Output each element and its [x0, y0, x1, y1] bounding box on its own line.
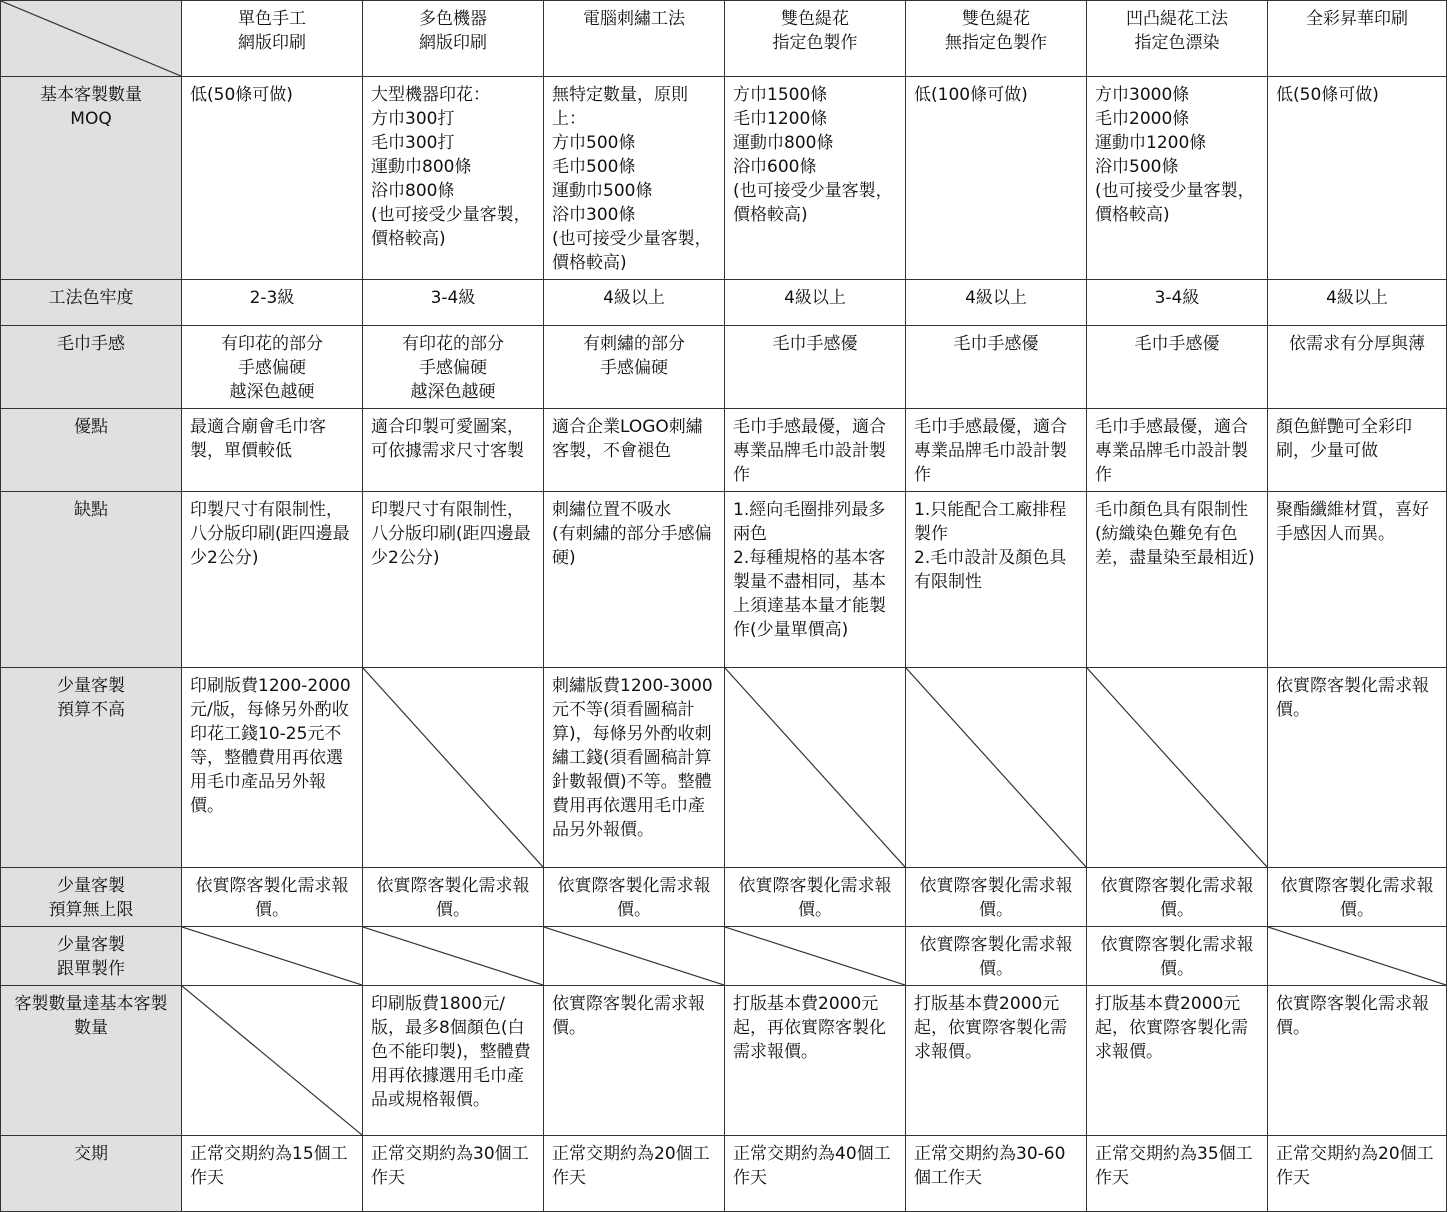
table-cell: 打版基本費2000元起，依實際客製化需求報價。	[1087, 986, 1268, 1136]
diagonal-slash	[1, 1, 181, 76]
diagonal-slash	[182, 986, 362, 1135]
diagonal-slash	[906, 668, 1086, 867]
table-row	[1, 492, 1447, 668]
table-cell: 正常交期約為15個工作天	[182, 1136, 363, 1212]
table-cell: 最適合廟會毛巾客製，單價較低	[182, 409, 363, 492]
diagonal-slash	[544, 927, 724, 985]
table-cell: 正常交期約為20個工作天	[1268, 1136, 1447, 1212]
table-cell: 適合印製可愛圖案，可依據需求尺寸客製	[363, 409, 544, 492]
table-cell: 1.經向毛圈排列最多兩色 2.每種規格的基本客製量不盡相同，基本上須達基本量才能製作(少量單價高)	[725, 492, 906, 668]
empty-cell	[363, 927, 544, 986]
table-cell: 依實際客製化需求報價。	[182, 868, 363, 927]
table-cell: 無特定數量，原則上： 方巾500條 毛巾500條 運動巾500條 浴巾300條 (也可接受少量客製，價格較高)	[544, 77, 725, 280]
row-header: 工法色牢度	[1, 280, 182, 326]
table-cell: 毛巾顏色具有限制性(紡織染色難免有色差，盡量染至最相近)	[1087, 492, 1268, 668]
row-header: 少量客製 跟單製作	[1, 927, 182, 986]
table-cell: 有印花的部分 手感偏硬 越深色越硬	[363, 326, 544, 409]
row-header: 優點	[1, 409, 182, 492]
table-cell: 印製尺寸有限制性，八分版印刷(距四邊最少2公分)	[363, 492, 544, 668]
header-row	[1, 1, 1447, 77]
table-cell: 毛巾手感最優，適合專業品牌毛巾設計製作	[1087, 409, 1268, 492]
row-header: 缺點	[1, 492, 182, 668]
column-header: 全彩昇華印刷	[1268, 1, 1447, 77]
table-cell: 刺繡版費1200-3000元不等(須看圖稿計算)，每條另外酌收刺繡工錢(須看圖稿計算針數報價)不等。整體費用再依選用毛巾產品另外報價。	[544, 668, 725, 868]
table-cell: 依需求有分厚與薄	[1268, 326, 1447, 409]
table-cell: 依實際客製化需求報價。	[906, 868, 1087, 927]
table-cell: 毛巾手感優	[906, 326, 1087, 409]
table-cell: 3-4級	[1087, 280, 1268, 326]
table-cell: 4級以上	[725, 280, 906, 326]
table-row	[1, 927, 1447, 986]
empty-cell	[363, 668, 544, 868]
row-header: 客製數量達基本客製數量	[1, 986, 182, 1136]
diagonal-slash	[1268, 927, 1446, 985]
row-header: 毛巾手感	[1, 326, 182, 409]
table-cell: 毛巾手感最優，適合專業品牌毛巾設計製作	[725, 409, 906, 492]
table-cell: 依實際客製化需求報價。	[544, 986, 725, 1136]
table-cell: 顏色鮮艷可全彩印刷，少量可做	[1268, 409, 1447, 492]
table-cell: 依實際客製化需求報價。	[1087, 868, 1268, 927]
column-header: 單色手工 網版印刷	[182, 1, 363, 77]
column-header: 電腦刺繡工法	[544, 1, 725, 77]
table-cell: 4級以上	[544, 280, 725, 326]
table-cell: 印刷版費1200-2000元/版，每條另外酌收印花工錢10-25元不等，整體費用再依選用毛巾產品另外報價。	[182, 668, 363, 868]
corner-cell	[1, 1, 182, 77]
table-cell: 打版基本費2000元起，再依實際客製化需求報價。	[725, 986, 906, 1136]
empty-cell	[182, 986, 363, 1136]
table-row	[1, 668, 1447, 868]
table-row	[1, 280, 1447, 326]
table-cell: 正常交期約為35個工作天	[1087, 1136, 1268, 1212]
empty-cell	[725, 927, 906, 986]
column-header: 雙色緹花 指定色製作	[725, 1, 906, 77]
row-header: 交期	[1, 1136, 182, 1212]
table-cell: 大型機器印花： 方巾300打 毛巾300打 運動巾800條 浴巾800條 (也可接受少量客製，價格較高)	[363, 77, 544, 280]
table-cell: 低(50條可做)	[1268, 77, 1447, 280]
table-row	[1, 986, 1447, 1136]
table-cell: 毛巾手感優	[1087, 326, 1268, 409]
table-cell: 適合企業LOGO刺繡客製，不會褪色	[544, 409, 725, 492]
table-cell: 打版基本費2000元起，依實際客製化需求報價。	[906, 986, 1087, 1136]
table-cell: 依實際客製化需求報價。	[1087, 927, 1268, 986]
row-header: 少量客製 預算無上限	[1, 868, 182, 927]
table-cell: 印刷版費1800元/版，最多8個顏色(白色不能印製)，整體費用再依據選用毛巾產品或規格報價。	[363, 986, 544, 1136]
table-cell: 有刺繡的部分 手感偏硬	[544, 326, 725, 409]
table-cell: 依實際客製化需求報價。	[1268, 868, 1447, 927]
table-cell: 正常交期約為30-60個工作天	[906, 1136, 1087, 1212]
row-header: 少量客製 預算不高	[1, 668, 182, 868]
table-cell: 低(100條可做)	[906, 77, 1087, 280]
table-row	[1, 1136, 1447, 1212]
table-cell: 印製尺寸有限制性，八分版印刷(距四邊最少2公分)	[182, 492, 363, 668]
table-body	[1, 77, 1447, 1212]
diagonal-slash	[725, 668, 905, 867]
table-cell: 方巾1500條 毛巾1200條 運動巾800條 浴巾600條 (也可接受少量客製，價格較高)	[725, 77, 906, 280]
table-cell: 正常交期約為40個工作天	[725, 1136, 906, 1212]
table-cell: 依實際客製化需求報價。	[544, 868, 725, 927]
table-cell: 2-3級	[182, 280, 363, 326]
diagonal-slash	[725, 927, 905, 985]
table-cell: 依實際客製化需求報價。	[725, 868, 906, 927]
table-cell: 3-4級	[363, 280, 544, 326]
table-cell: 4級以上	[1268, 280, 1447, 326]
column-header: 雙色緹花 無指定色製作	[906, 1, 1087, 77]
empty-cell	[725, 668, 906, 868]
table-row	[1, 409, 1447, 492]
table-cell: 1.只能配合工廠排程製作 2.毛巾設計及顏色具有限制性	[906, 492, 1087, 668]
table-cell: 依實際客製化需求報價。	[906, 927, 1087, 986]
table-cell: 正常交期約為20個工作天	[544, 1136, 725, 1212]
diagonal-slash	[182, 927, 362, 985]
table-cell: 聚酯纖維材質，喜好手感因人而異。	[1268, 492, 1447, 668]
table-cell: 毛巾手感優	[725, 326, 906, 409]
column-header: 多色機器 網版印刷	[363, 1, 544, 77]
table-cell: 依實際客製化需求報價。	[1268, 986, 1447, 1136]
diagonal-slash	[1087, 668, 1267, 867]
empty-cell	[906, 668, 1087, 868]
table-cell: 依實際客製化需求報價。	[1268, 668, 1447, 868]
table-cell: 低(50條可做)	[182, 77, 363, 280]
table-cell: 毛巾手感最優，適合專業品牌毛巾設計製作	[906, 409, 1087, 492]
table-row	[1, 77, 1447, 280]
table-cell: 刺繡位置不吸水 (有刺繡的部分手感偏硬)	[544, 492, 725, 668]
row-header: 基本客製數量 MOQ	[1, 77, 182, 280]
empty-cell	[1268, 927, 1447, 986]
table-row	[1, 868, 1447, 927]
table-cell: 4級以上	[906, 280, 1087, 326]
empty-cell	[544, 927, 725, 986]
diagonal-slash	[363, 668, 543, 867]
table-cell: 方巾3000條 毛巾2000條 運動巾1200條 浴巾500條 (也可接受少量客製，價格較高)	[1087, 77, 1268, 280]
empty-cell	[182, 927, 363, 986]
table-row	[1, 326, 1447, 409]
diagonal-slash	[363, 927, 543, 985]
table-cell: 依實際客製化需求報價。	[363, 868, 544, 927]
column-header: 凹凸緹花工法 指定色漂染	[1087, 1, 1268, 77]
table-cell: 有印花的部分 手感偏硬 越深色越硬	[182, 326, 363, 409]
empty-cell	[1087, 668, 1268, 868]
table-cell: 正常交期約為30個工作天	[363, 1136, 544, 1212]
